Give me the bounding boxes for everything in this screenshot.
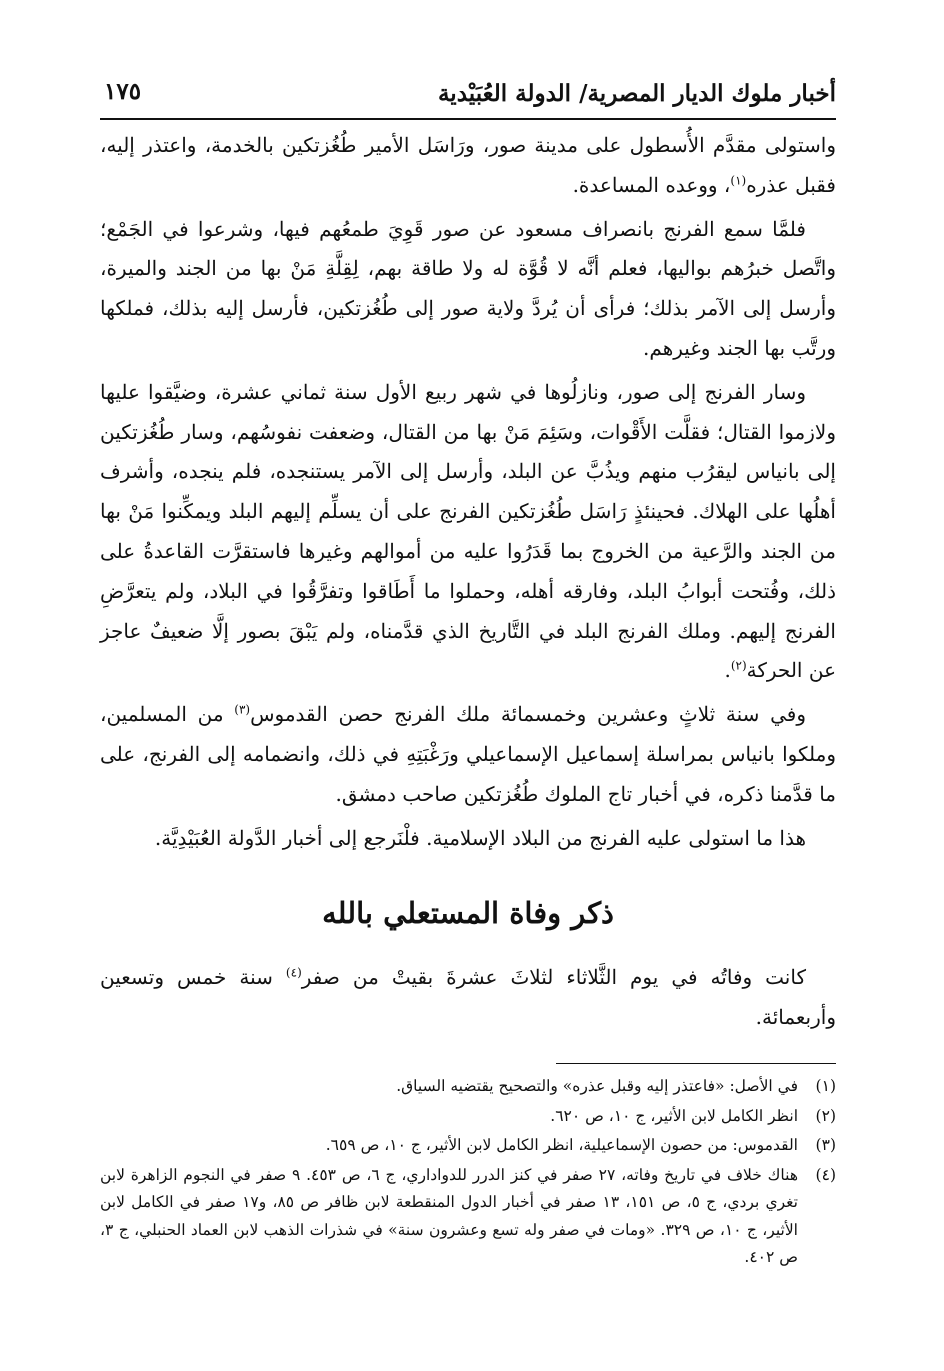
footnote-number: (٣) xyxy=(815,1136,836,1154)
paragraph-text: وفي سنة ثلاثٍ وعشرين وخمسمائة ملك الفرنج حصن القدموس xyxy=(250,702,806,727)
paragraph-text: وسار الفرنج إلى صور، ونازلُوها في شهر ربيع الأول سنة ثماني عشرة، وضيَّقوا عليها ولازموا القتال؛ فقلَّت الأَقْوات، وسَئِمَ مَنْ بها من القتال، وضعفت نفوسُهم، وسار طُغُزتكين إلى بانياس ليقرُب منهم ويذُبَّ عن البلد، وأرسل إلى الآمر يستنجده، فلم ينجده، وأشرف أهلُها على الهلاك. فحينئذٍ رَاسَل طُغُزتكين الفرنج على أن يسلِّم إليهم البلد ويمكِّنوا مَنْ بها من الجند والرَّعية من الخروج بما قَدَرُوا عليه من أموالهم وغيرها فاستقرَّت القاعدةُ على ذلك، وفُتحت أبوابُ البلد، وفارقه أهله، وحملوا ما أَطَاقوا وتفرَّقُوا في البلاد، ولم يتعرَّضِ الفرنج إليهم. وملك الفرنج البلد في التَّاريخ الذي قدَّمناه، ولم يَبْقَ بصور إلَّا ضعيفٌ عاجز عن الحركة xyxy=(100,379,836,683)
paragraph xyxy=(100,958,836,1038)
paragraph xyxy=(100,695,836,814)
paragraph xyxy=(100,819,836,859)
footnote-marker: (٢) xyxy=(730,658,747,673)
footnote xyxy=(100,1103,836,1131)
paragraph-text: واستولى مقدَّم الأُسطول على مدينة صور، ورَاسَل الأمير طُغُزتكين بالخدمة، واعتذر إليه، فقبل عذره xyxy=(100,133,836,197)
footnote-text: هناك خلاف في تاريخ وفاته، ٢٧ صفر في كنز الدرر للدواداري، ج ٦، ص ٤٥٣. ٩ صفر في النجوم الزاهرة لابن تغري بردي، ج ٥، ص ١٥١، ١٣ صفر في أخبار الدول المنقطعة لابن ظافر ص ٨٥، و١٧ صفر في الكامل لابن الأثير، ج ١٠، ص ٣٢٩. «ومات في صفر وله تسع وعشرون سنة» في شذرات الذهب لابن العماد الحنبلي، ج ٣، ص ٤٠٢. xyxy=(100,1165,799,1266)
section-heading: ذكر وفاة المستعلي بالله xyxy=(322,896,614,930)
running-title: أخبار ملوك الديار المصرية/ الدولة العُبَيْدية xyxy=(437,80,836,107)
footnote xyxy=(100,1073,836,1101)
footnote-number: (٢) xyxy=(815,1106,836,1125)
paragraph xyxy=(100,126,836,206)
page-header xyxy=(100,78,836,120)
footnote-divider xyxy=(556,1063,836,1064)
page-number: ١٧٥ xyxy=(104,78,142,105)
paragraph xyxy=(100,210,836,369)
footnote-number: (٤) xyxy=(815,1165,836,1184)
paragraph-tail: . xyxy=(724,658,731,683)
paragraph-text: كانت وفاتُه في يوم الثَّلاثاء لثلاثَ عشرةَ بقيتْ من صفر xyxy=(301,965,806,989)
footnote xyxy=(100,1162,836,1272)
footnotes xyxy=(100,1073,836,1274)
footnote-number: (١) xyxy=(815,1077,836,1095)
paragraph-text: فلمَّا سمع الفرنج بانصراف مسعود عن صور قَوِيَ طمعُهم فيها، وشرعوا في الجَمْع؛ واتَّصل خبرُهم بواليها، فعلم أنَّه لا قُوَّة له ولا طاقة بهم، لِقِلَّةِ مَنْ بها من الجند والميرة، وأرسل إلى الآمر بذلك؛ فرأى أن يُردَّ ولاية صور إلى طُغُزتكين، فأرسل إليه بذلك، فملكها ورتَّب بها الجند وغيرهم. xyxy=(100,216,836,360)
paragraph-tail: ، ووعده المساعدة. xyxy=(572,172,731,197)
footnote xyxy=(100,1132,836,1160)
paragraph-text: هذا ما استولى عليه الفرنج من البلاد الإسلامية. فلْنَرجع إلى أخبار الدَّولة العُبَيْدِيَّة. xyxy=(154,825,806,850)
footnote-text: القدموس: من حصون الإسماعيلية، انظر الكامل لابن الأثير، ج ١٠، ص ٦٥٩. xyxy=(325,1136,798,1154)
paragraph-tail: من المسلمين، وملكوا بانياس بمراسلة إسماعيل الإسماعيلي ورَغْبَتِهِ في ذلك، وانضمامه إلى الفرنج، على ما قدَّمنا ذكره، في أخبار تاج الملوك طُغُزتكين صاحب دمشق. xyxy=(100,702,836,806)
paragraph xyxy=(100,373,836,691)
footnote-marker: (٣) xyxy=(234,702,251,717)
paragraph-tail: سنة خمس وتسعين وأربعمائة. xyxy=(100,965,836,1029)
footnote-text: انظر الكامل لابن الأثير، ج ١٠، ص ٦٢٠. xyxy=(550,1106,798,1125)
footnote-marker: (١) xyxy=(730,173,747,188)
section-text xyxy=(100,958,836,1038)
body-text xyxy=(100,126,836,862)
footnote-text: في الأصل: «فاعتذر إليه وقبل عذره» والتصحيح يقتضيه السياق. xyxy=(396,1077,798,1095)
footnote-marker: (٤) xyxy=(285,965,302,980)
